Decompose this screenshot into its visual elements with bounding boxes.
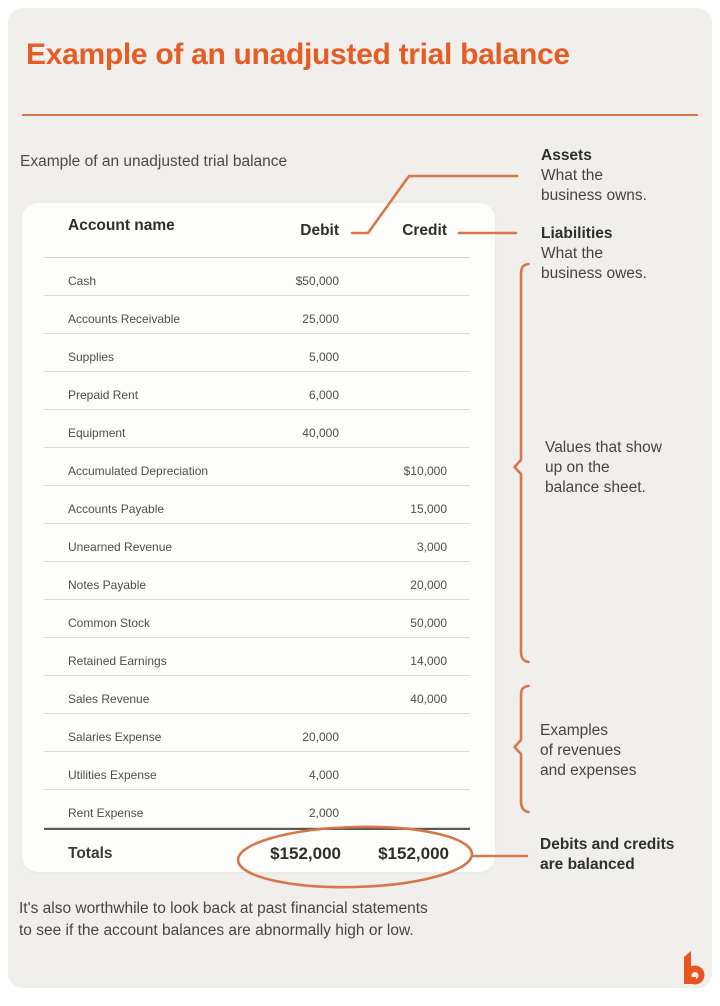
- debit-value: 4,000: [308, 768, 339, 782]
- table-row: [44, 372, 470, 410]
- account-name-label: Supplies: [68, 350, 115, 364]
- account-name-label: Equipment: [68, 426, 126, 440]
- debit-value: 2,000: [308, 806, 339, 820]
- account-name-label: Cash: [68, 274, 97, 288]
- footer-line: to see if the account balances are abnormally high or low.: [19, 921, 414, 939]
- table-row: [44, 524, 470, 562]
- annotation-revenues-line: Examples: [540, 722, 609, 739]
- account-name-label: Sales Revenue: [68, 692, 150, 706]
- table-row: [44, 448, 470, 486]
- table-row: [44, 676, 470, 714]
- account-name-label: Notes Payable: [68, 578, 147, 592]
- credit-value: 40,000: [410, 692, 447, 706]
- annotation-revenues-expenses: [540, 721, 637, 781]
- totals-debit-value: $152,000: [270, 844, 341, 863]
- table-row: [44, 790, 470, 828]
- annotation-revenues-line: and expenses: [540, 762, 637, 779]
- account-name-label: Common Stock: [68, 616, 151, 630]
- account-name-label: Accounts Payable: [68, 502, 165, 516]
- credit-value: 3,000: [416, 540, 447, 554]
- table-row: [44, 410, 470, 448]
- credit-value: 14,000: [410, 654, 447, 668]
- annotation-liabilities-title: Liabilities: [541, 225, 613, 242]
- annotation-balanced: [540, 835, 674, 875]
- credit-value: $10,000: [403, 464, 447, 478]
- annotation-balanced-line: Debits and credits: [540, 836, 675, 853]
- annotation-revenues-line: of revenues: [540, 742, 621, 759]
- annotation-liabilities-line: What the: [541, 245, 604, 262]
- debit-value: 40,000: [302, 426, 339, 440]
- annotation-liabilities: [541, 224, 647, 284]
- account-name-label: Prepaid Rent: [68, 388, 139, 402]
- column-header-credit: Credit: [402, 222, 447, 239]
- table-row: [44, 638, 470, 676]
- column-header-account: Account name: [68, 217, 175, 234]
- totals-label: Totals: [68, 845, 113, 862]
- annotation-balance-sheet-line: Values that show: [545, 439, 662, 456]
- annotation-assets: [541, 146, 647, 206]
- debit-value: 6,000: [308, 388, 339, 402]
- table-row: [44, 486, 470, 524]
- debit-value: $50,000: [295, 274, 339, 288]
- brand-logo-icon: [680, 948, 708, 988]
- table-header-row: [44, 203, 470, 258]
- debit-value: 5,000: [308, 350, 339, 364]
- title-divider: [22, 114, 698, 116]
- annotation-assets-line: business owns.: [541, 187, 647, 204]
- account-name-label: Utilities Expense: [68, 768, 157, 782]
- table-row: [44, 562, 470, 600]
- credit-value: 50,000: [410, 616, 447, 630]
- table-row: [44, 334, 470, 372]
- table-row: [44, 258, 470, 296]
- footer-line: It's also worthwhile to look back at past financial statements: [19, 900, 428, 917]
- trial-balance-card: [22, 203, 495, 872]
- account-name-label: Retained Earnings: [68, 654, 167, 668]
- footer-note: [19, 898, 428, 941]
- account-name-label: Accumulated Depreciation: [68, 464, 209, 478]
- account-name-label: Unearned Revenue: [68, 540, 173, 554]
- annotation-balance-sheet: [545, 438, 662, 498]
- subtitle: Example of an unadjusted trial balance: [20, 153, 288, 170]
- table-row: [44, 752, 470, 790]
- annotation-liabilities-line: business owes.: [541, 265, 647, 282]
- debit-value: 20,000: [302, 730, 339, 744]
- annotation-balance-sheet-line: up on the: [545, 459, 610, 476]
- table-row: [44, 714, 470, 752]
- debit-value: 25,000: [302, 312, 339, 326]
- table-row: [44, 296, 470, 334]
- totals-credit-value: $152,000: [378, 844, 449, 863]
- annotation-balance-sheet-line: balance sheet.: [545, 479, 646, 496]
- credit-value: 20,000: [410, 578, 447, 592]
- annotation-assets-line: What the: [541, 167, 604, 184]
- account-name-label: Salaries Expense: [68, 730, 162, 744]
- account-name-label: Accounts Receivable: [68, 312, 181, 326]
- credit-value: 15,000: [410, 502, 447, 516]
- table-row: [44, 600, 470, 638]
- annotation-balanced-line: are balanced: [540, 856, 635, 873]
- annotation-assets-title: Assets: [541, 147, 592, 164]
- column-header-debit: Debit: [300, 222, 339, 239]
- totals-row: [44, 828, 470, 872]
- account-name-label: Rent Expense: [68, 806, 144, 820]
- page-title: Example of an unadjusted trial balance: [26, 38, 570, 71]
